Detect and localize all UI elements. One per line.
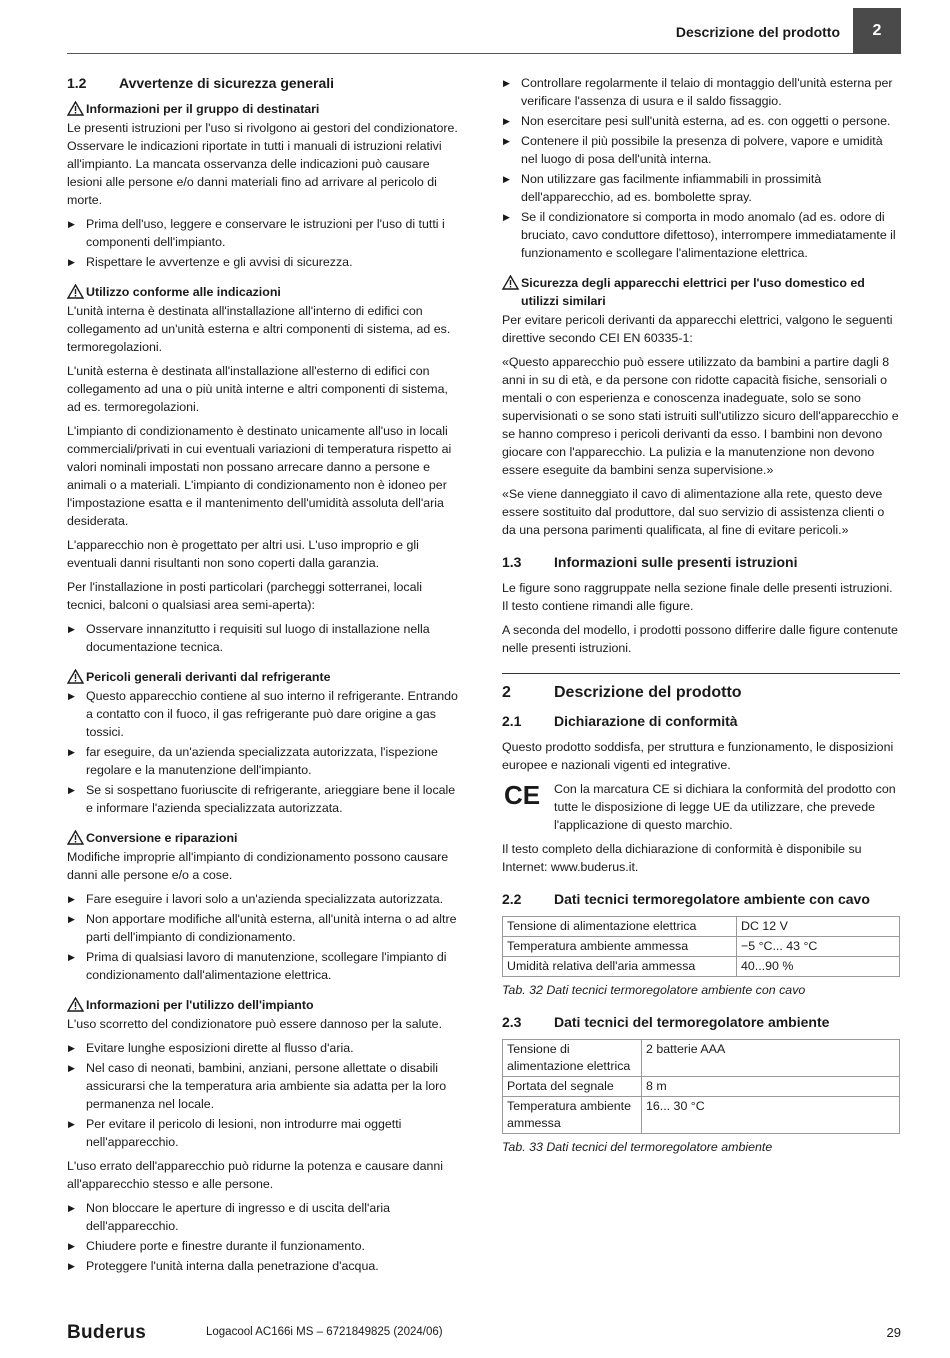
ce-block	[502, 780, 900, 834]
chapter-badge: 2	[853, 8, 901, 54]
table-row	[503, 1077, 900, 1097]
list-item: ▶ Chiudere porte e finestre durante il funzionamento.	[67, 1237, 463, 1255]
paragraph: Questo prodotto soddisfa, per struttura e funzionamento, le disposizioni europee e nazionali vigenti ed integrative.	[502, 740, 894, 772]
table-cell: Umidità relativa dell'aria ammessa	[503, 957, 737, 977]
bullet-list	[67, 890, 463, 984]
data-table	[502, 916, 900, 977]
table-row	[503, 957, 900, 977]
list-item: ▶ Per evitare il pericolo di lesioni, non introdurre mai oggetti nell'apparecchio.	[67, 1115, 463, 1151]
bullet-list	[67, 687, 463, 817]
table-cell: Tensione di alimentazione elettrica	[503, 1040, 642, 1077]
warning-heading: Pericoli generali derivanti dal refrigerante	[67, 668, 463, 686]
warning-triangle-icon	[67, 101, 84, 116]
paragraph: L'uso errato dell'apparecchio può ridurne la potenza e causare danni all'apparecchio stesso e alle persone.	[67, 1159, 444, 1191]
warning-heading: Utilizzo conforme alle indicazioni	[67, 283, 463, 301]
warning-triangle-icon	[67, 669, 84, 684]
paragraph: L'unità esterna è destinata all'installazione all'esterno di edifici con collegamento ad una o più unità interne e altri componenti di sistema, ad es. termoregolazioni.	[67, 364, 448, 414]
warning-heading: Informazioni per l'utilizzo dell'impianto	[67, 996, 463, 1014]
warning-triangle-icon	[67, 830, 84, 845]
list-item: ▶ Osservare innanzitutto i requisiti sul luogo di installazione nella documentazione tecnica.	[67, 620, 463, 656]
left-column	[67, 74, 463, 1281]
paragraph: Con la marcatura CE si dichiara la conformità del prodotto con tutte le disposizione di legge UE da utilizzare, che prevede l'applicazione di questo marchio.	[554, 782, 896, 832]
paragraph: L'uso scorretto del condizionatore può essere dannoso per la salute.	[67, 1017, 443, 1031]
table-row	[503, 937, 900, 957]
paragraph: Le figure sono raggruppate nella sezione finale delle presenti istruzioni. Il testo contiene rimandi alle figure.	[502, 581, 893, 613]
buderus-logo: Buderus	[67, 1322, 147, 1343]
table-cell: DC 12 V	[737, 917, 900, 937]
paragraph: Il testo completo della dichiarazione di conformità è disponibile su Internet: www.buderus.it.	[502, 842, 862, 874]
paragraph: «Questo apparecchio può essere utilizzato da bambini a partire dagli 8 anni in su di età, e da persone con ridotte capacità fisiche, sensoriali o mentali o con esperienza e conoscenza inadeguate, solo se sono supervisionati o se sono stati istruiti sull'utilizzo sicuro dell'apparecchio e se hanno compreso i pericoli derivanti da esso. I bambini non devono giocare con l'apparecchio. La pulizia e la manutenzione non devono essere eseguite da bambini senza supervisione.»	[502, 355, 899, 477]
header-title: Descrizione del prodotto	[675, 24, 840, 40]
warning-heading: Informazioni per il gruppo di destinatari	[67, 100, 463, 118]
table-cell: Portata del segnale	[503, 1077, 642, 1097]
list-item: ▶ Controllare regolarmente il telaio di montaggio dell'unità esterna per verificare l'assenza di usura e il saldo fissaggio.	[502, 74, 900, 110]
list-item: ▶ Contenere il più possibile la presenza di polvere, vapore e umidità nel luogo di posa dell'unità interna.	[502, 132, 900, 168]
section-heading-2-2: 2.2 Dati tecnici termoregolatore ambiente con cavo	[502, 891, 870, 907]
bullet-list	[502, 74, 900, 262]
bullet-list	[67, 215, 463, 271]
list-item: ▶ Fare eseguire i lavori solo a un'azienda specializzata autorizzata.	[67, 890, 463, 908]
section-heading-2-1: 2.1 Dichiarazione di conformità	[502, 713, 738, 729]
list-item: ▶ Non apportare modifiche all'unità esterna, all'unità interna o ad altre parti dell'impianto di condizionamento.	[67, 910, 463, 946]
table-cell: Tensione di alimentazione elettrica	[503, 917, 737, 937]
bullet-list	[67, 1039, 463, 1151]
ce-mark-icon: CE	[504, 780, 541, 810]
paragraph: Le presenti istruzioni per l'uso si rivolgono ai gestori del condizionatore. Osservare le indicazioni riportate in tutti i manuali di istruzioni relativi all'impianto. La mancata osservanza delle indicazioni può causare lesioni alle persone e/o danni materiali fino ad arrivare al pericolo di morte.	[67, 121, 458, 207]
list-item: ▶ Non bloccare le aperture di ingresso e di uscita dell'aria dell'apparecchio.	[67, 1199, 463, 1235]
bullet-list	[67, 1199, 463, 1275]
paragraph: Per evitare pericoli derivanti da apparecchi elettrici, valgono le seguenti direttive secondo CEI EN 60335-1:	[502, 313, 893, 345]
table-caption: Tab. 33 Dati tecnici del termoregolatore ambiente	[502, 1140, 773, 1154]
table-row	[503, 1040, 900, 1077]
list-item: ▶ far eseguire, da un'azienda specializzata autorizzata, l'ispezione regolare e la manutenzione dell'impianto.	[67, 743, 463, 779]
section-heading-1-3: 1.3 Informazioni sulle presenti istruzioni	[502, 554, 798, 570]
list-item: ▶ Proteggere l'unità interna dalla penetrazione d'acqua.	[67, 1257, 463, 1275]
section-heading-2-3: 2.3 Dati tecnici del termoregolatore ambiente	[502, 1014, 830, 1030]
warning-triangle-icon	[502, 275, 519, 290]
table-cell: 16... 30 °C	[642, 1097, 900, 1134]
table-cell: 40...90 %	[737, 957, 900, 977]
header-rule	[67, 53, 853, 54]
chapter-heading-2: 2 Descrizione del prodotto	[502, 673, 900, 702]
list-item: ▶ Se il condizionatore si comporta in modo anomalo (ad es. odore di bruciato, cavo conduttore difettoso), interrompere immediatamente il funzionamento e scollegare l'alimentazione elettrica.	[502, 208, 900, 262]
table-row	[503, 1097, 900, 1134]
warning-heading: Conversione e riparazioni	[67, 829, 463, 847]
paragraph: A seconda del modello, i prodotti possono differire dalle figure contenute nelle presenti istruzioni.	[502, 623, 898, 655]
list-item: ▶ Questo apparecchio contiene al suo interno il refrigerante. Entrando a contatto con il fuoco, il gas refrigerante può dare origine a gas tossici.	[67, 687, 463, 741]
footer-document-id: Logacool AC166i MS – 6721849825 (2024/06)	[206, 1326, 443, 1338]
data-table	[502, 1039, 900, 1134]
paragraph: L'impianto di condizionamento è destinato unicamente all'uso in locali commerciali/privati in cui eventuali variazioni di temperatura rispetto ai valori nominali impostati non possano arrecare danno a persone e animali o a materiali. L'impianto di condizionamento non è idoneo per l'impostazione esatta e il mantenimento dell'umidità assoluta dell'aria desiderata.	[67, 424, 452, 528]
table-cell: 8 m	[642, 1077, 900, 1097]
table-cell: −5 °C... 43 °C	[737, 937, 900, 957]
table-cell: 2 batterie AAA	[642, 1040, 900, 1077]
paragraph: L'apparecchio non è progettato per altri usi. L'uso improprio e gli eventuali danni risultanti non sono coperti dalla garanzia.	[67, 538, 419, 570]
list-item: ▶ Evitare lunghe esposizioni dirette al flusso d'aria.	[67, 1039, 463, 1057]
table-caption: Tab. 32 Dati tecnici termoregolatore ambiente con cavo	[502, 983, 806, 997]
list-item: ▶ Nel caso di neonati, bambini, anziani, persone allettate o disabili assicurarsi che la temperatura aria ambiente sia adatta per la loro permanenza nel locale.	[67, 1059, 463, 1113]
warning-triangle-icon	[67, 997, 84, 1012]
section-heading-1-2: 1.2 Avvertenze di sicurezza generali	[67, 75, 335, 91]
list-item: ▶ Se si sospettano fuoriuscite di refrigerante, arieggiare bene il locale e informare l'azienda specializzata autorizzata.	[67, 781, 463, 817]
paragraph: L'unità interna è destinata all'installazione all'interno di edifici con collegamento ad un'unità esterna e altri componenti di sistema, ad es. termoregolazioni.	[67, 304, 451, 354]
right-column	[502, 74, 900, 1170]
list-item: ▶ Non utilizzare gas facilmente infiammabili in prossimità dell'apparecchio, ad es. bombolette spray.	[502, 170, 900, 206]
table-cell: Temperatura ambiente ammessa	[503, 1097, 642, 1134]
warning-heading: Sicurezza degli apparecchi elettrici per l'uso domestico ed utilizzi similari	[502, 274, 900, 310]
paragraph: «Se viene danneggiato il cavo di alimentazione alla rete, questo deve essere sostituito dal produttore, dal suo servizio di assistenza clienti o da una persona parimenti qualificata, al fine di evitare pericoli.»	[502, 487, 885, 537]
paragraph: Per l'installazione in posti particolari (parcheggi sotterranei, locali tecnici, balconi o qualsiasi area semi-aperta):	[67, 580, 422, 612]
paragraph: Modifiche improprie all'impianto di condizionamento possono causare danni alle persone e/o a cose.	[67, 850, 449, 882]
list-item: ▶ Rispettare le avvertenze e gli avvisi di sicurezza.	[67, 253, 463, 271]
warning-triangle-icon	[67, 284, 84, 299]
list-item: ▶ Non esercitare pesi sull'unità esterna, ad es. con oggetti o persone.	[502, 112, 900, 130]
bullet-list	[67, 620, 463, 656]
page-number: 29	[886, 1325, 901, 1340]
list-item: ▶ Prima di qualsiasi lavoro di manutenzione, scollegare l'impianto di condizionamento dall'alimentazione elettrica.	[67, 948, 463, 984]
table-row	[503, 917, 900, 937]
list-item: ▶ Prima dell'uso, leggere e conservare le istruzioni per l'uso di tutti i componenti dell'impianto.	[67, 215, 463, 251]
table-cell: Temperatura ambiente ammessa	[503, 937, 737, 957]
